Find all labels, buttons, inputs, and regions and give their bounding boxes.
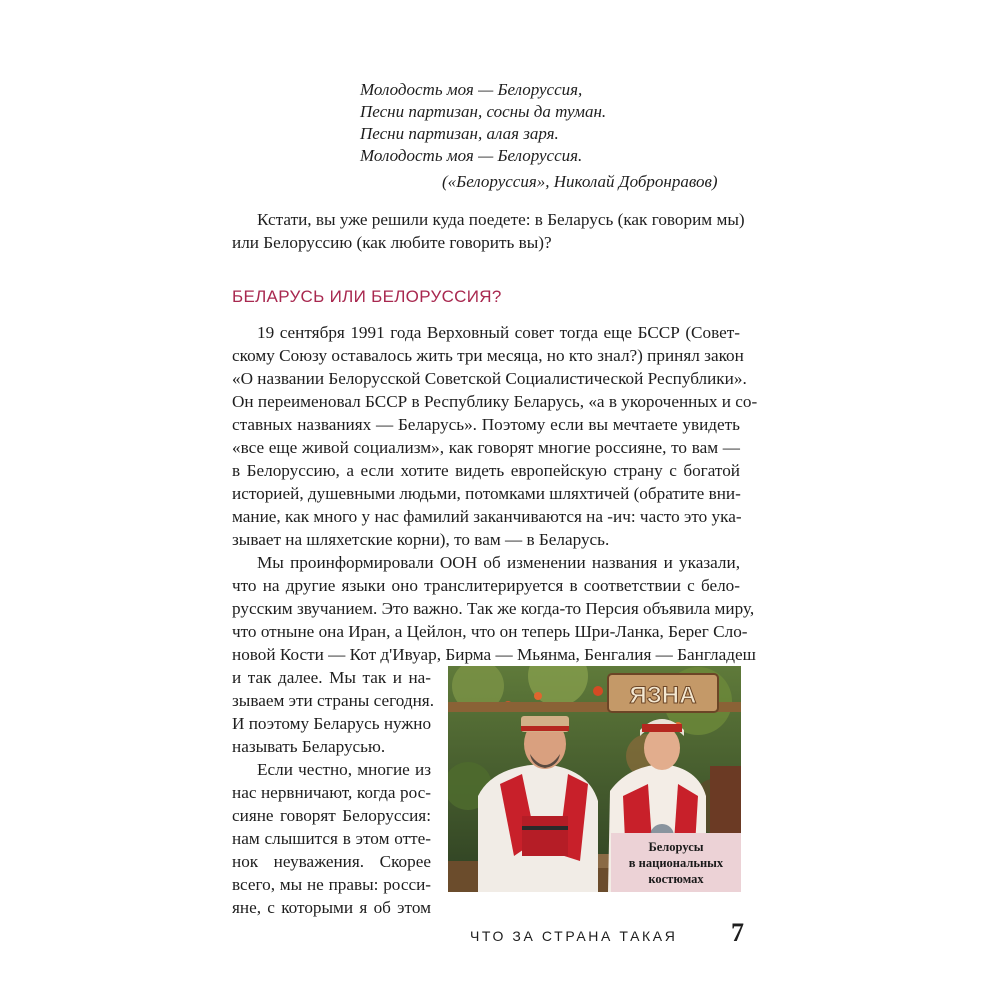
sign-text: ЯЗНА (629, 682, 697, 709)
text-line: в Белоруссию, а если хотите видеть европейскую страну с богатой (232, 461, 740, 480)
caption-line: Белорусы (648, 840, 704, 854)
text-line: и так далее. Мы так и на- (232, 668, 431, 687)
poem-line: Молодость моя — Белоруссия. (360, 146, 583, 165)
text-line: нам слышится в этом отте- (232, 829, 431, 848)
page-number: 7 (731, 918, 744, 947)
caption-line: в национальных (628, 856, 724, 870)
text-line: мание, как много у нас фамилий заканчиваются на -ич: часто это ука- (232, 507, 742, 526)
text-line: «все еще живой социализм», как говорят многие россияне, то вам — (232, 438, 740, 457)
text-line: И поэтому Беларусь нужно (232, 714, 432, 733)
poem-line: Молодость моя — Белоруссия, (360, 80, 583, 99)
section-heading: БЕЛАРУСЬ ИЛИ БЕЛОРУССИЯ? (232, 287, 502, 306)
caption-line: костюмах (648, 872, 704, 886)
text-line: Если честно, многие из (257, 760, 431, 779)
text-line: зывает на шляхетские корни), то вам — в Беларусь. (232, 530, 610, 549)
text-line: нок неуважения. Скорее (232, 852, 431, 871)
text-line: всего, мы не правы: росси- (232, 875, 431, 894)
text-line: что отныне она Иран, а Цейлон, что он теперь Шри-Ланка, Берег Сло- (232, 622, 748, 641)
photo-caption (611, 833, 741, 892)
poem-line: Песни партизан, сосны да туман. (360, 102, 607, 121)
poem-attribution: («Белоруссия», Николай Добронравов) (442, 172, 718, 191)
text-line: «О названии Белорусской Советской Социалистической Республики». (232, 369, 747, 388)
text-line: Он переименовал БССР в Республику Беларусь, «а в укороченных и со- (232, 392, 758, 411)
text-line: яне, с которыми я об этом (232, 898, 431, 917)
text-line: историей, душевными людьми, потомками шляхтичей (обратите вни- (232, 484, 741, 503)
photo-belarusians-national-costumes (448, 666, 741, 892)
text-line: скому Союзу оставалось жить три месяца, но кто знал?) принял закон (232, 346, 744, 365)
text-line: называть Беларусью. (232, 737, 386, 756)
text-line: Кстати, вы уже решили куда поедете: в Беларусь (как говорим мы) (257, 210, 745, 229)
text-line: новой Кости — Кот д'Ивуар, Бирма — Мьянма, Бенгалия — Бангладеш (232, 645, 756, 664)
text-line: сияне говорят Белоруссия: (232, 806, 431, 825)
text-line: 19 сентября 1991 года Верховный совет тогда еще БССР (Совет- (257, 323, 740, 342)
text-line: Мы проинформировали ООН об изменении названия и указали, (257, 553, 740, 572)
running-title: ЧТО ЗА СТРАНА ТАКАЯ (470, 928, 678, 944)
text-line: зываем эти страны сегодня. (232, 691, 434, 710)
text-line: нас нервничают, когда рос- (232, 783, 431, 802)
poem-line: Песни партизан, алая заря. (360, 124, 559, 143)
text-line: что на другие языки оно транслитерируется в соответствии с бело- (232, 576, 740, 595)
text-line: или Белоруссию (как любите говорить вы)? (232, 233, 552, 252)
text-line: русским звучанием. Это важно. Так же когда-то Персия объявила миру, (232, 599, 755, 618)
text-line: ставных названиях — Беларусь». Поэтому если вы мечтаете увидеть (232, 415, 740, 434)
